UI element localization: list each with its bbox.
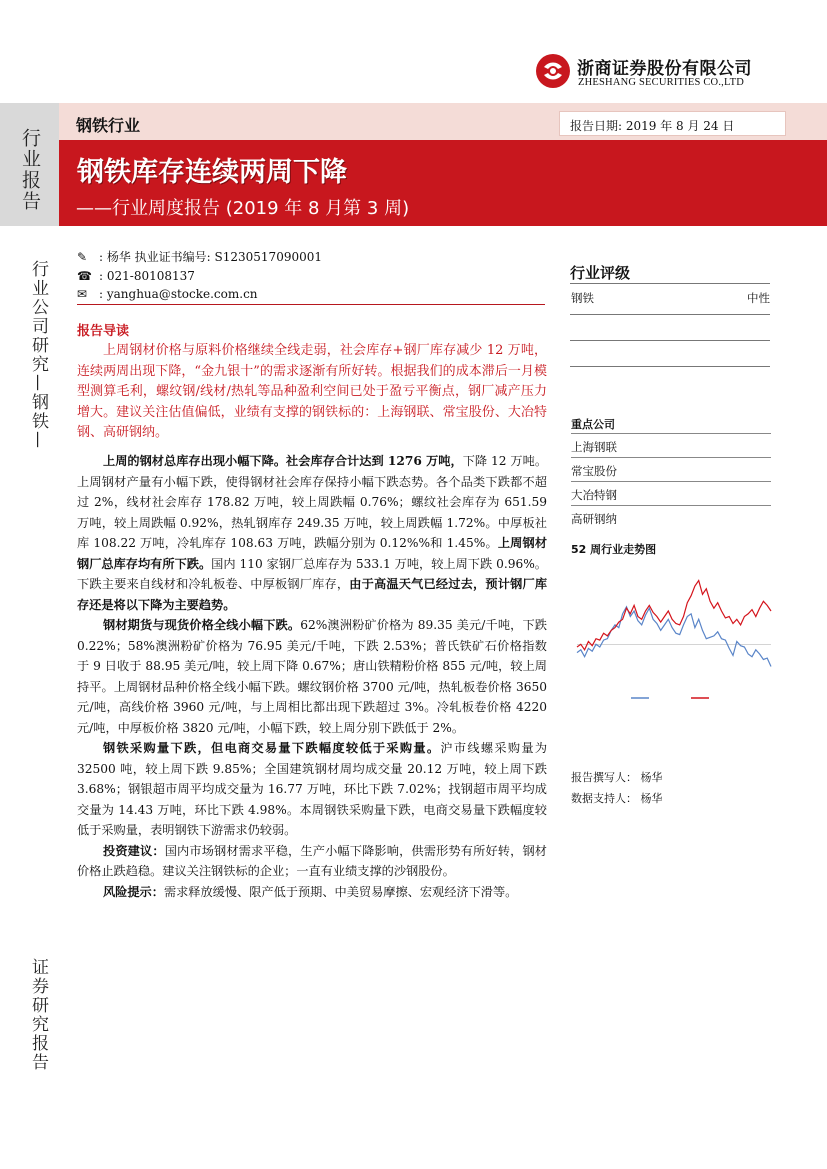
author-name: : 杨华 执业证书编号: S1230517090001	[99, 250, 323, 264]
rating-row	[571, 290, 770, 306]
key-companies-title: 重点公司	[571, 418, 615, 431]
paragraph-purchase: 钢铁采购量下跌，但电商交易量下跌幅度较低于采购量。沪市线螺采购量为 32500 吨，较上周下跌 9.85%；全国建筑钢材周均成交量 20.12 万吨，较上周下跌 3.68%；钢银超市周平均成交量为 16.77 万吨，环比下跌 7.02%；找钢超市周平均成交量为 14.43 万吨，环比下跌 4.98%。本周钢铁采购量下跌，电商交易量下跌幅度较低于采购量，表明钢铁下游需求仍较弱。	[77, 741, 548, 837]
report-writer: 报告撰写人： 杨华	[571, 771, 663, 784]
author-email[interactable]: : yanghua@stocke.com.cn	[99, 287, 258, 301]
report-data-support: 数据支持人： 杨华	[571, 792, 663, 805]
mail-icon: ✉	[77, 287, 88, 301]
phone-icon: ☎	[77, 268, 92, 283]
rating-value: 中性	[747, 291, 770, 305]
paragraph-risk: 风险提示：需求释放缓慢、限产低于预期、中美贸易摩擦、宏观经济下滑等。	[103, 884, 518, 899]
trend-chart-title: 52 周行业走势图	[571, 543, 657, 556]
company-name-cn: 浙商证券股份有限公司	[577, 59, 752, 79]
trend-chart	[571, 562, 777, 712]
key-companies-list	[571, 433, 771, 529]
guide-text: 上周钢材价格与原料价格继续全线走弱，社会库存+钢厂库存减少 12 万吨，连续两周出现下降，“金九银十”的需求逐渐有所好转。根据我们的成本滞后一月模型测算毛利，螺纹钢/线材/热轧等品种盈利空间已处于盈亏平衡点，钢厂减产压力增大。建议关注估值偏低，业绩有支撑的钢铁标的：上海钢联、常宝股份、大冶特钢、高研钢纳。	[77, 343, 547, 440]
report-info	[571, 767, 663, 809]
report-subtitle: ——行业周度报告 (2019 年 8 月第 3 周)	[76, 198, 410, 219]
industry-name: 钢铁行业	[76, 116, 141, 135]
author-phone: : 021-80108137	[99, 268, 195, 283]
report-title: 钢铁库存连续两周下降	[77, 157, 347, 188]
list-item: 常宝股份	[571, 457, 771, 481]
paragraph-inventory: 上周的钢材总库存出现小幅下降。社会库存合计达到 1276 万吨，下降 12 万吨。上周钢材产量有小幅下跌，使得钢材社会库存保持小幅下跌态势。各个品类下跌都不超过 2%，线材社会库存 178.82 万吨，较上周跌幅 0.76%；螺纹社会库存为 651.59 万吨，较上周跌幅 0.92%，热轧钢库存 249.35 万吨，较上周跌幅 1.72%。中厚板社库 108.22 万吨，冷轧库存 108.63 万吨，跌幅分别为 0.12%%和 1.45%。上周钢材钢厂总库存均有所下跌。国内 110 家钢厂总库存为 533.1 万吨，较上周下跌 0.96%。下跌主要来自线材和冷轧板卷、中厚板钢厂库存，由于高温天气已经过去，预计钢厂库存还是将以下降为主要趋势。	[77, 454, 548, 612]
report-body	[77, 451, 547, 902]
rating-divider	[570, 340, 770, 341]
side-label-mid: 行业公司研究—钢铁—	[28, 260, 48, 450]
side-label-top: 行业报告	[19, 128, 41, 212]
list-item: 上海钢联	[571, 433, 771, 457]
rating-title: 行业评级	[570, 264, 631, 282]
paragraph-price: 钢材期货与现货价格全线小幅下跌。62%澳洲粉矿价格为 89.35 美元/千吨，下跌 0.22%；58%澳洲粉矿价格为 76.95 美元/千吨，下跌 2.53%；普氏铁矿石价格指数于 9 日收于 88.95 美元/吨，较上周下降 0.67%；唐山铁精粉价格 855 元/吨，较上周持平。上周钢材品种价格全线小幅下跌。螺纹钢价格 3700 元/吨，热轧板卷价格 3650 元/吨，高线价格 3960 元/吨，与上周相比都出现下跌超过 3%。冷轧板卷价格 4220 元/吨，中厚板价格 3820 元/吨，小幅下跌，较上周分别下跌低于 2%。	[77, 618, 547, 735]
list-item: 高研钢纳	[571, 505, 771, 529]
company-logo	[535, 50, 775, 100]
list-item: 大冶特钢	[571, 481, 771, 505]
rating-industry: 钢铁	[571, 291, 594, 305]
company-logo-icon	[535, 53, 571, 89]
divider	[77, 304, 545, 305]
chart-series-line-0	[577, 607, 771, 667]
pen-icon: ✎	[77, 250, 88, 264]
report-date: 报告日期: 2019 年 8 月 24 日	[559, 111, 786, 136]
rating-divider	[570, 283, 770, 284]
rating-divider	[570, 366, 770, 367]
side-label-bottom: 证券研究报告	[28, 958, 48, 1072]
guide-title: 报告导读	[77, 324, 130, 339]
company-name-en: ZHESHANG SECURITIES CO.,LTD	[578, 77, 745, 88]
author-info	[77, 248, 322, 304]
paragraph-advice: 投资建议：国内市场钢材需求平稳，生产小幅下降影响，供需形势有所好转，钢材价格止跌趋稳。建议关注钢铁标的企业；一直有业绩支撑的沙钢股份。	[77, 843, 547, 878]
rating-divider	[570, 314, 770, 315]
